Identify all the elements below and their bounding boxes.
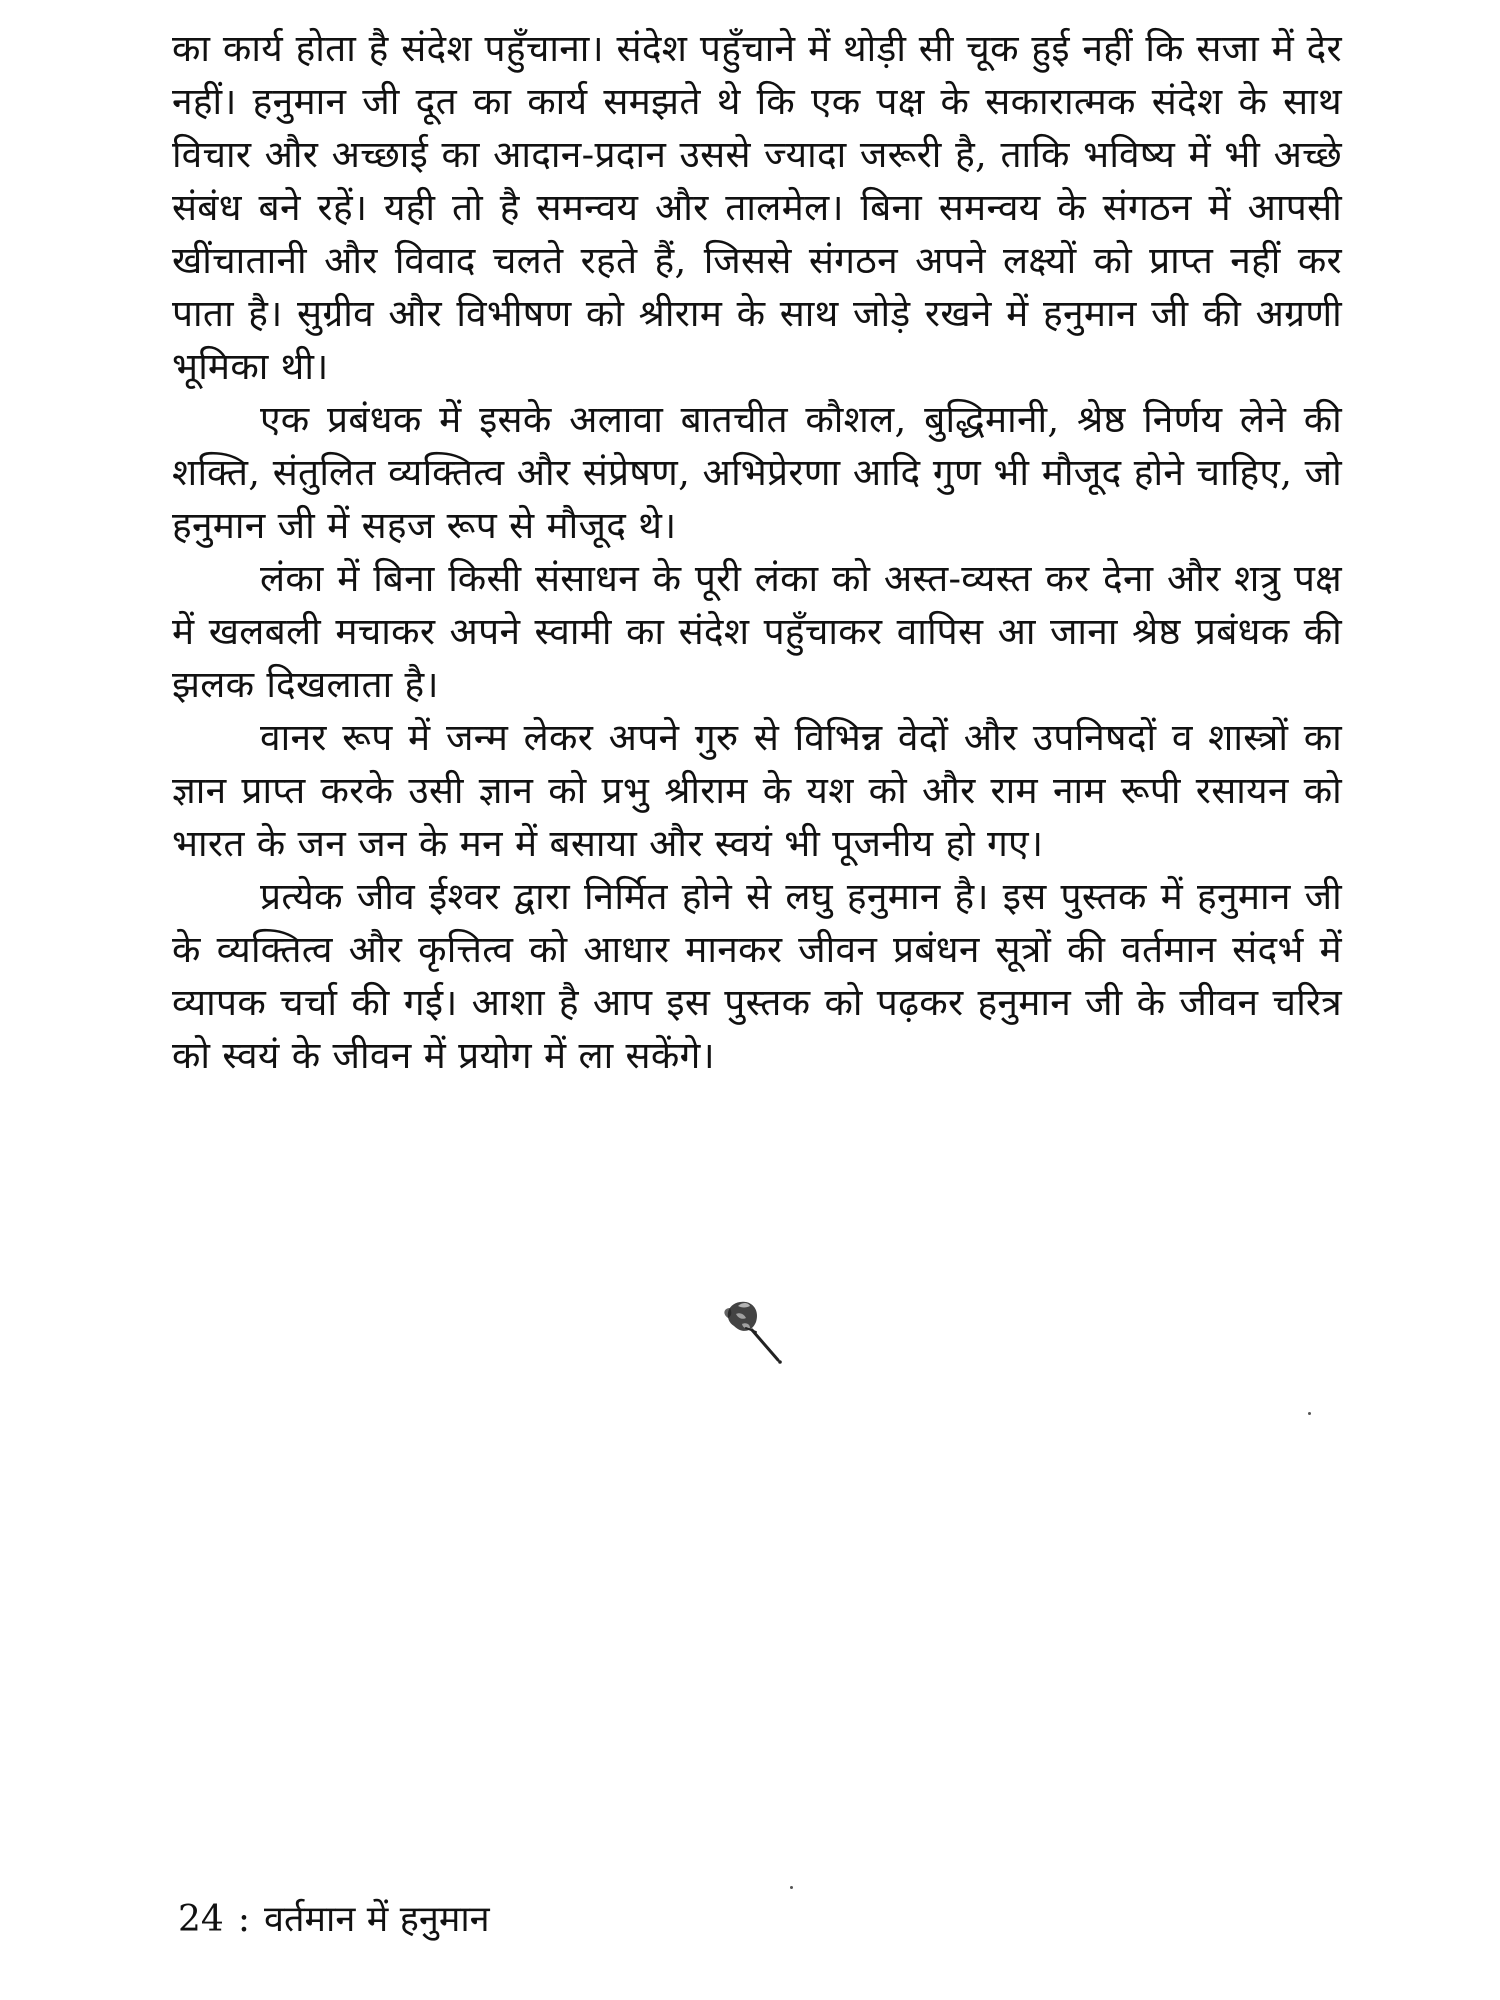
- paragraph-2: एक प्रबंधक में इसके अलावा बातचीत कौशल, बुद्धिमानी, श्रेष्ठ निर्णय लेने की शक्ति, संतुलित व्यक्तित्व और संप्रेषण, अभिप्रेरणा आदि गुण भी मौजूद होने चाहिए, जो हनुमान जी में सहज रूप से मौजूद थे।: [172, 398, 1342, 547]
- paragraph-3: लंका में बिना किसी संसाधन के पूरी लंका को अस्त-व्यस्त कर देना और शत्रु पक्ष में खलबली मचाकर अपने स्वामी का संदेश पहुँचाकर वापिस आ जाना श्रेष्ठ प्रबंधक की झलक दिखलाता है।: [172, 557, 1342, 706]
- lotus-ornament-icon: [716, 1298, 796, 1378]
- paragraph-1: का कार्य होता है संदेश पहुँचाना। संदेश पहुँचाने में थोड़ी सी चूक हुई नहीं कि सजा में देर नहीं। हनुमान जी दूत का कार्य समझते थे कि एक पक्ष के सकारात्मक संदेश के साथ विचार और अच्छाई का आदान-प्रदान उससे ज्यादा जरूरी है, ताकि भविष्य में भी अच्छे संबंध बने रहें। यही तो है समन्वय और तालमेल। बिना समन्वय के संगठन में आपसी खींचातानी और विवाद चलते रहते हैं, जिससे संगठन अपने लक्ष्यों को प्राप्त नहीं कर पाता है। सुग्रीव और विभीषण को श्रीराम के साथ जोड़े रखने में हनुमान जी की अग्रणी भूमिका थी।: [172, 27, 1342, 388]
- book-title: वर्तमान में हनुमान: [263, 1899, 490, 1940]
- paragraph-4: वानर रूप में जन्म लेकर अपने गुरु से विभिन्न वेदों और उपनिषदों व शास्त्रों का ज्ञान प्राप्त करके उसी ज्ञान को प्रभु श्रीराम के यश को और राम नाम रूपी रसायन को भारत के जन जन के मन में बसाया और स्वयं भी पूजनीय हो गए।: [172, 716, 1343, 865]
- paragraph-5: प्रत्येक जीव ईश्वर द्वारा निर्मित होने से लघु हनुमान है। इस पुस्तक में हनुमान जी के व्यक्तित्व और कृत्तित्व को आधार मानकर जीवन प्रबंधन सूत्रों की वर्तमान संदर्भ में व्यापक चर्चा की गई। आशा है आप इस पुस्तक को पढ़कर हनुमान जी के जीवन चरित्र को स्वयं के जीवन में प्रयोग में ला सकेंगे।: [172, 875, 1342, 1077]
- scan-speck: [1308, 1412, 1311, 1415]
- body-text: [172, 22, 1342, 1082]
- page-footer: [178, 1898, 490, 1942]
- page-number: 24: [178, 1899, 224, 1940]
- footer-separator: :: [237, 1899, 250, 1940]
- scan-speck: [790, 1886, 793, 1889]
- ornament-svg: [716, 1298, 796, 1378]
